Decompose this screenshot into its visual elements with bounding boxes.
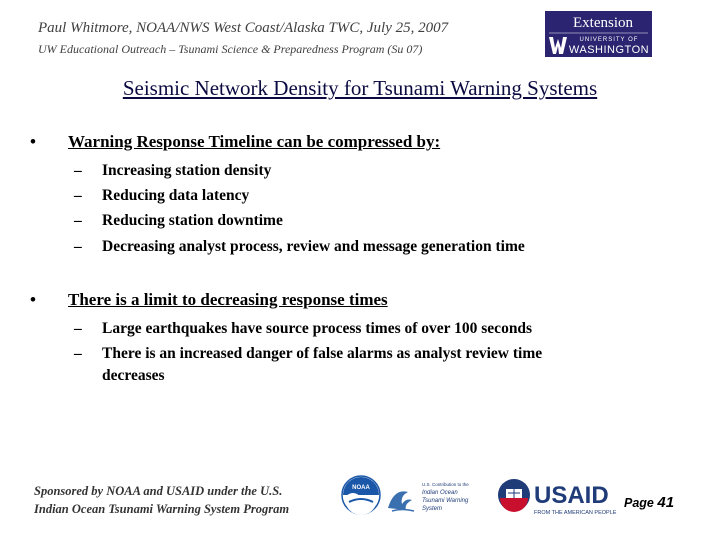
- bullet-2: [30, 290, 388, 310]
- sub-item: – Reducing station downtime: [74, 212, 283, 229]
- ioc-tsunami-program-logo: [386, 478, 488, 518]
- bullet-2-text: There is a limit to decreasing response times: [68, 290, 388, 309]
- usaid-logo: [496, 476, 620, 518]
- bullet-1-symbol: •: [30, 132, 36, 151]
- bullet-2-symbol: •: [30, 290, 36, 309]
- sub-item-continuation: decreases: [102, 367, 165, 384]
- logo-university-text: UNIVERSITY OF: [579, 37, 639, 43]
- sub-item: – Decreasing analyst process, review and message generation time: [74, 238, 525, 255]
- header-program-line: UW Educational Outreach – Tsunami Science & Preparedness Program (Su 07): [38, 42, 423, 56]
- sub-item: – Reducing data latency: [74, 187, 250, 204]
- sub-item: – Increasing station density: [74, 162, 272, 179]
- usaid-tagline: FROM THE AMERICAN PEOPLE: [534, 510, 617, 516]
- footer-sponsor-line1: Sponsored by NOAA and USAID under the U.S.: [34, 484, 283, 498]
- bullet-1: [30, 132, 440, 152]
- noaa-label: NOAA: [352, 485, 370, 491]
- page-number: Page 41: [624, 494, 675, 511]
- logo-washington-text: WASHINGTON: [568, 44, 650, 56]
- bullet-1-text: Warning Response Timeline can be compressed by:: [68, 132, 441, 151]
- usaid-wordmark: USAID: [534, 482, 609, 509]
- uw-extension-logo: [545, 11, 652, 57]
- wave-icon: [388, 491, 414, 511]
- ioc-label-line3: Tsunami Warning: [422, 498, 469, 504]
- ioc-label-line1: U.S. Contribution to the: [422, 482, 469, 487]
- footer-sponsor-line2: Indian Ocean Tsunami Warning System Program: [34, 502, 290, 516]
- sub-item: – There is an increased danger of false alarms as analyst review time: [74, 345, 543, 362]
- ioc-label-line2: Indian Ocean: [422, 490, 458, 496]
- sub-item: – Large earthquakes have source process times of over 100 seconds: [74, 320, 533, 337]
- usaid-seal-icon: [498, 479, 530, 512]
- noaa-logo: [341, 475, 381, 515]
- ioc-label-line4: System: [422, 506, 443, 512]
- header-author-line: Paul Whitmore, NOAA/NWS West Coast/Alaska TWC, July 25, 2007: [38, 20, 449, 36]
- slide-title: Seismic Network Density for Tsunami Warning Systems: [122, 76, 598, 100]
- logo-extension-text: Extension: [573, 15, 633, 31]
